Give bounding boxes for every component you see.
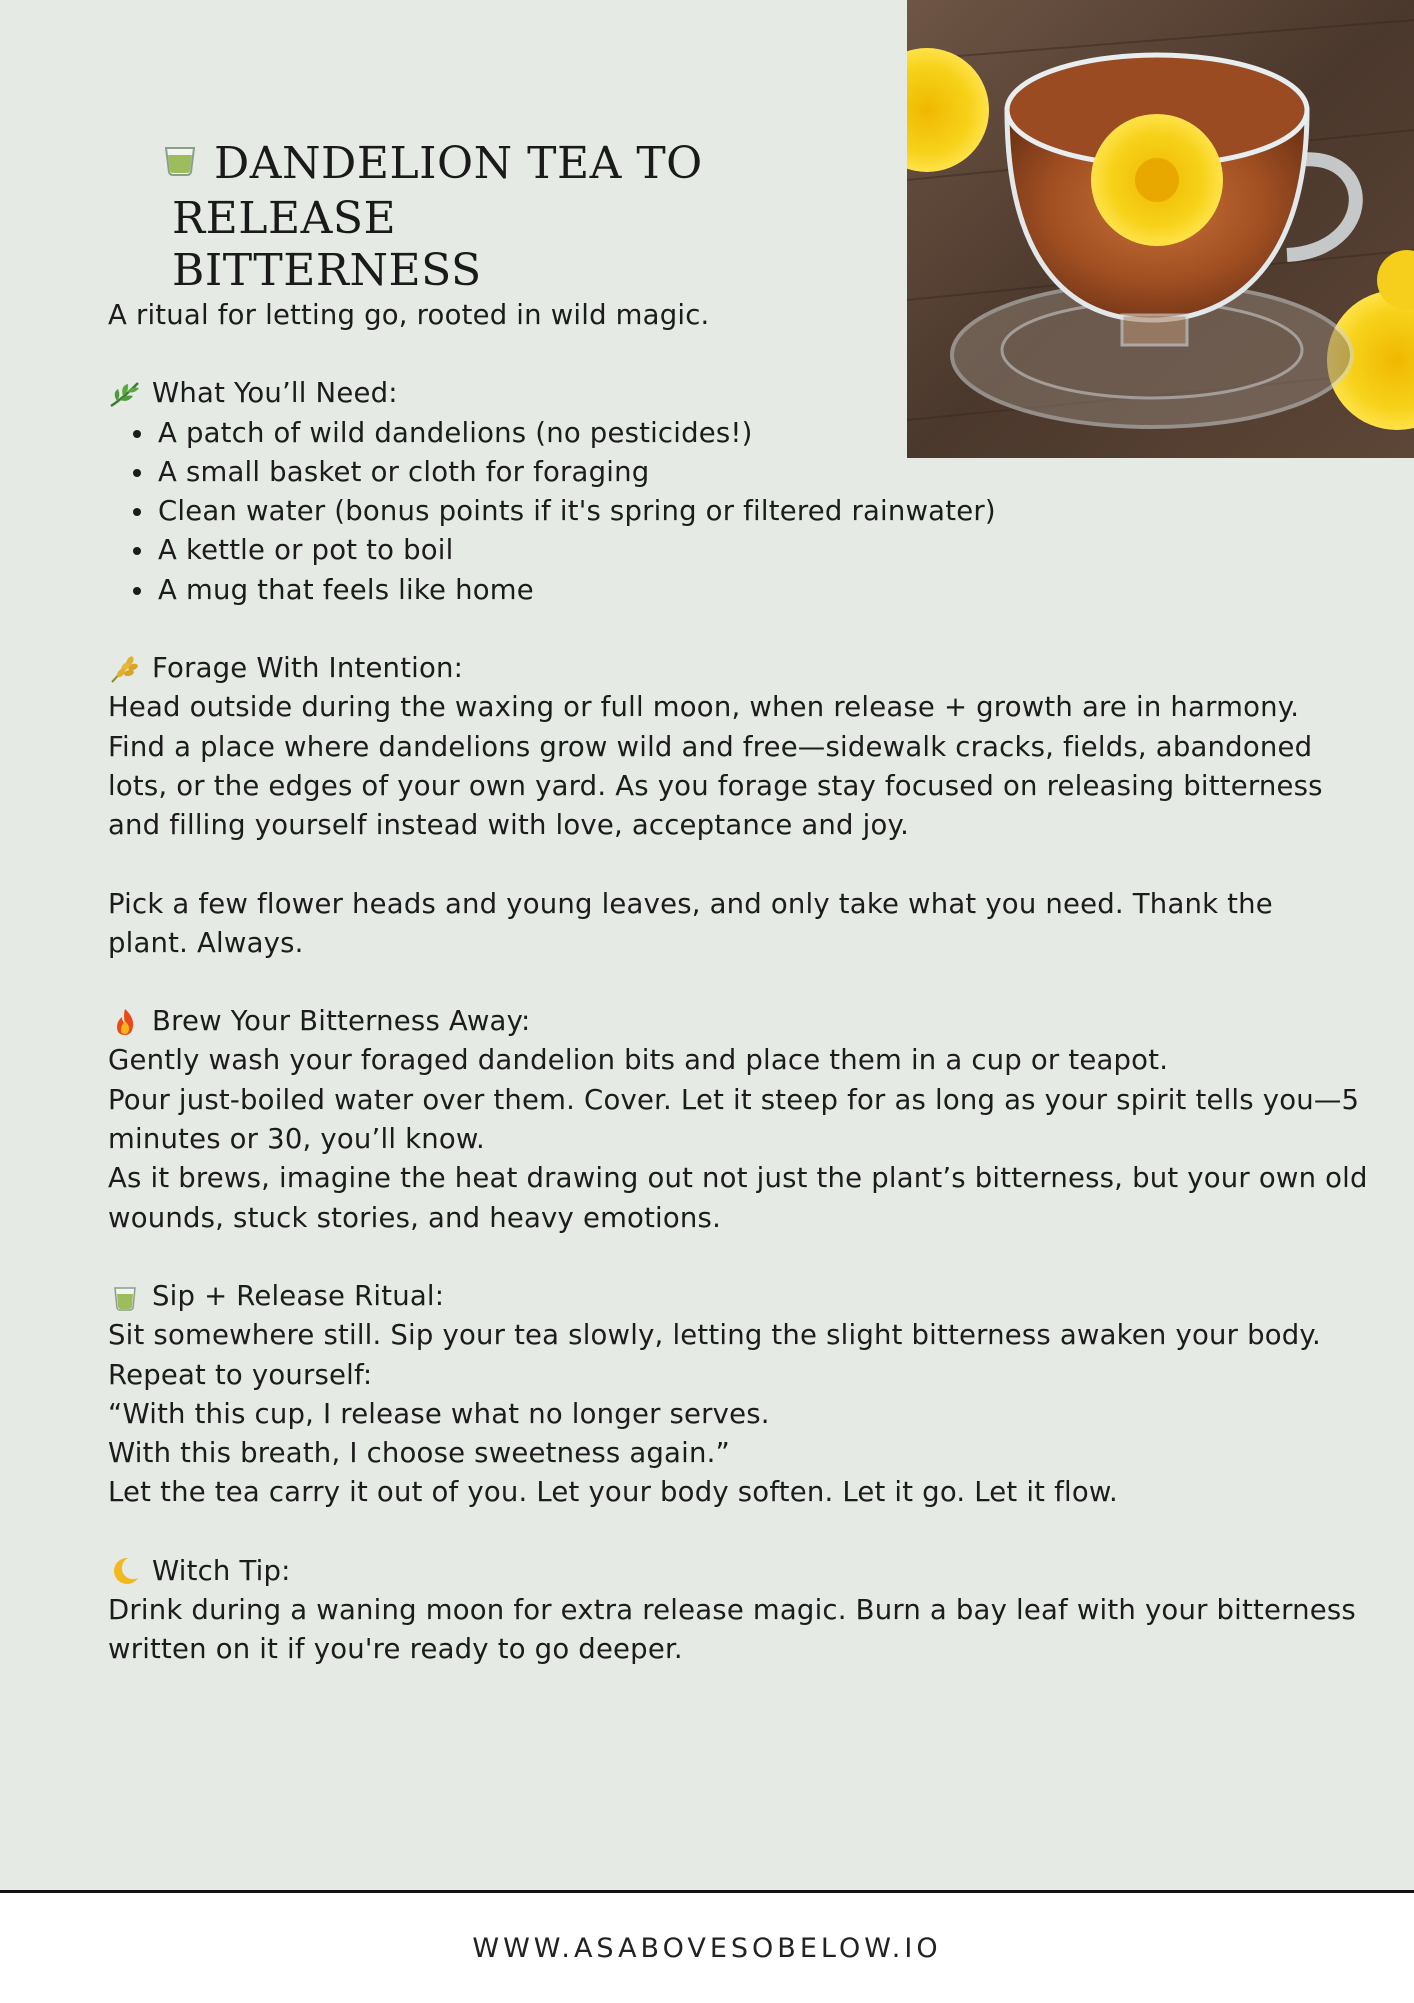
brew-line: Pour just-boiled water over them. Cover. Let it steep for as long as your spirit tells you—5 [108, 1083, 1360, 1116]
brew-heading [108, 1002, 1398, 1041]
herb-icon [108, 379, 142, 409]
sip-line: With this breath, I choose sweetness again.” [108, 1437, 730, 1470]
title-line-2: RELEASE BITTERNESS [172, 192, 482, 296]
list-item: • A patch of wild dandelions (no pesticides!) [156, 414, 1398, 453]
brew-line: wounds, stuck stories, and heavy emotions. [108, 1201, 722, 1234]
forage-heading [108, 649, 1398, 688]
sip-heading [108, 1277, 1398, 1316]
title-line-1: DANDELION TEA TO [214, 138, 703, 189]
tip-line: Drink during a waning moon for extra release magic. Burn a bay leaf with your bitterness [108, 1594, 1356, 1627]
brew-heading-label: Brew Your Bitterness Away: [152, 1005, 531, 1038]
list-item: • A small basket or cloth for foraging [156, 453, 1398, 492]
list-item: • A mug that feels like home [156, 571, 1398, 610]
ritual-content [108, 296, 1398, 1670]
intro-text: A ritual for letting go, rooted in wild magic. [108, 299, 710, 331]
list-item: • Clean water (bonus points if it's spring or filtered rainwater) [156, 492, 1398, 531]
sip-heading-label: Sip + Release Ritual: [152, 1279, 445, 1312]
tea-cup-icon [160, 138, 200, 190]
sheaf-of-rice-icon [108, 654, 142, 684]
footer [0, 1890, 1414, 2003]
list-item: • A kettle or pot to boil [156, 531, 1398, 570]
sip-line: “With this cup, I release what no longer serves. [108, 1397, 770, 1430]
tip-line: written on it if you're ready to go deeper. [108, 1633, 683, 1666]
forage-line: Find a place where dandelions grow wild and free—sidewalk cracks, fields, abandoned [108, 730, 1313, 763]
website-link[interactable]: WWW.ASABOVESOBELOW.IO [472, 1932, 942, 1964]
tip-heading [108, 1552, 1398, 1591]
page-title [160, 138, 720, 297]
forage-heading-label: Forage With Intention: [152, 652, 464, 685]
needs-heading-label: What You’ll Need: [152, 377, 398, 410]
title-block [160, 138, 720, 297]
forage-line: plant. Always. [108, 926, 304, 959]
brew-line: minutes or 30, you’ll know. [108, 1123, 485, 1156]
forage-line: Pick a few flower heads and young leaves, and only take what you need. Thank the [108, 887, 1273, 920]
brew-line: As it brews, imagine the heat drawing out not just the plant’s bitterness, but your own old [108, 1162, 1368, 1195]
tea-cup-icon [108, 1282, 142, 1312]
needs-heading [108, 374, 1398, 413]
sip-line: Repeat to yourself: [108, 1358, 373, 1391]
needs-list [108, 414, 1398, 610]
fire-icon [108, 1007, 142, 1037]
sip-line: Sit somewhere still. Sip your tea slowly, letting the slight bitterness awaken your body. [108, 1319, 1321, 1352]
forage-line: lots, or the edges of your own yard. As you forage stay focused on releasing bitterness [108, 769, 1323, 802]
forage-line: and filling yourself instead with love, acceptance and joy. [108, 809, 910, 842]
tip-heading-label: Witch Tip: [152, 1554, 291, 1587]
crescent-moon-icon [108, 1556, 142, 1586]
forage-line: Head outside during the waxing or full moon, when release + growth are in harmony. [108, 691, 1300, 724]
brew-line: Gently wash your foraged dandelion bits and place them in a cup or teapot. [108, 1044, 1169, 1077]
sip-line: Let the tea carry it out of you. Let your body soften. Let it go. Let it flow. [108, 1476, 1118, 1509]
